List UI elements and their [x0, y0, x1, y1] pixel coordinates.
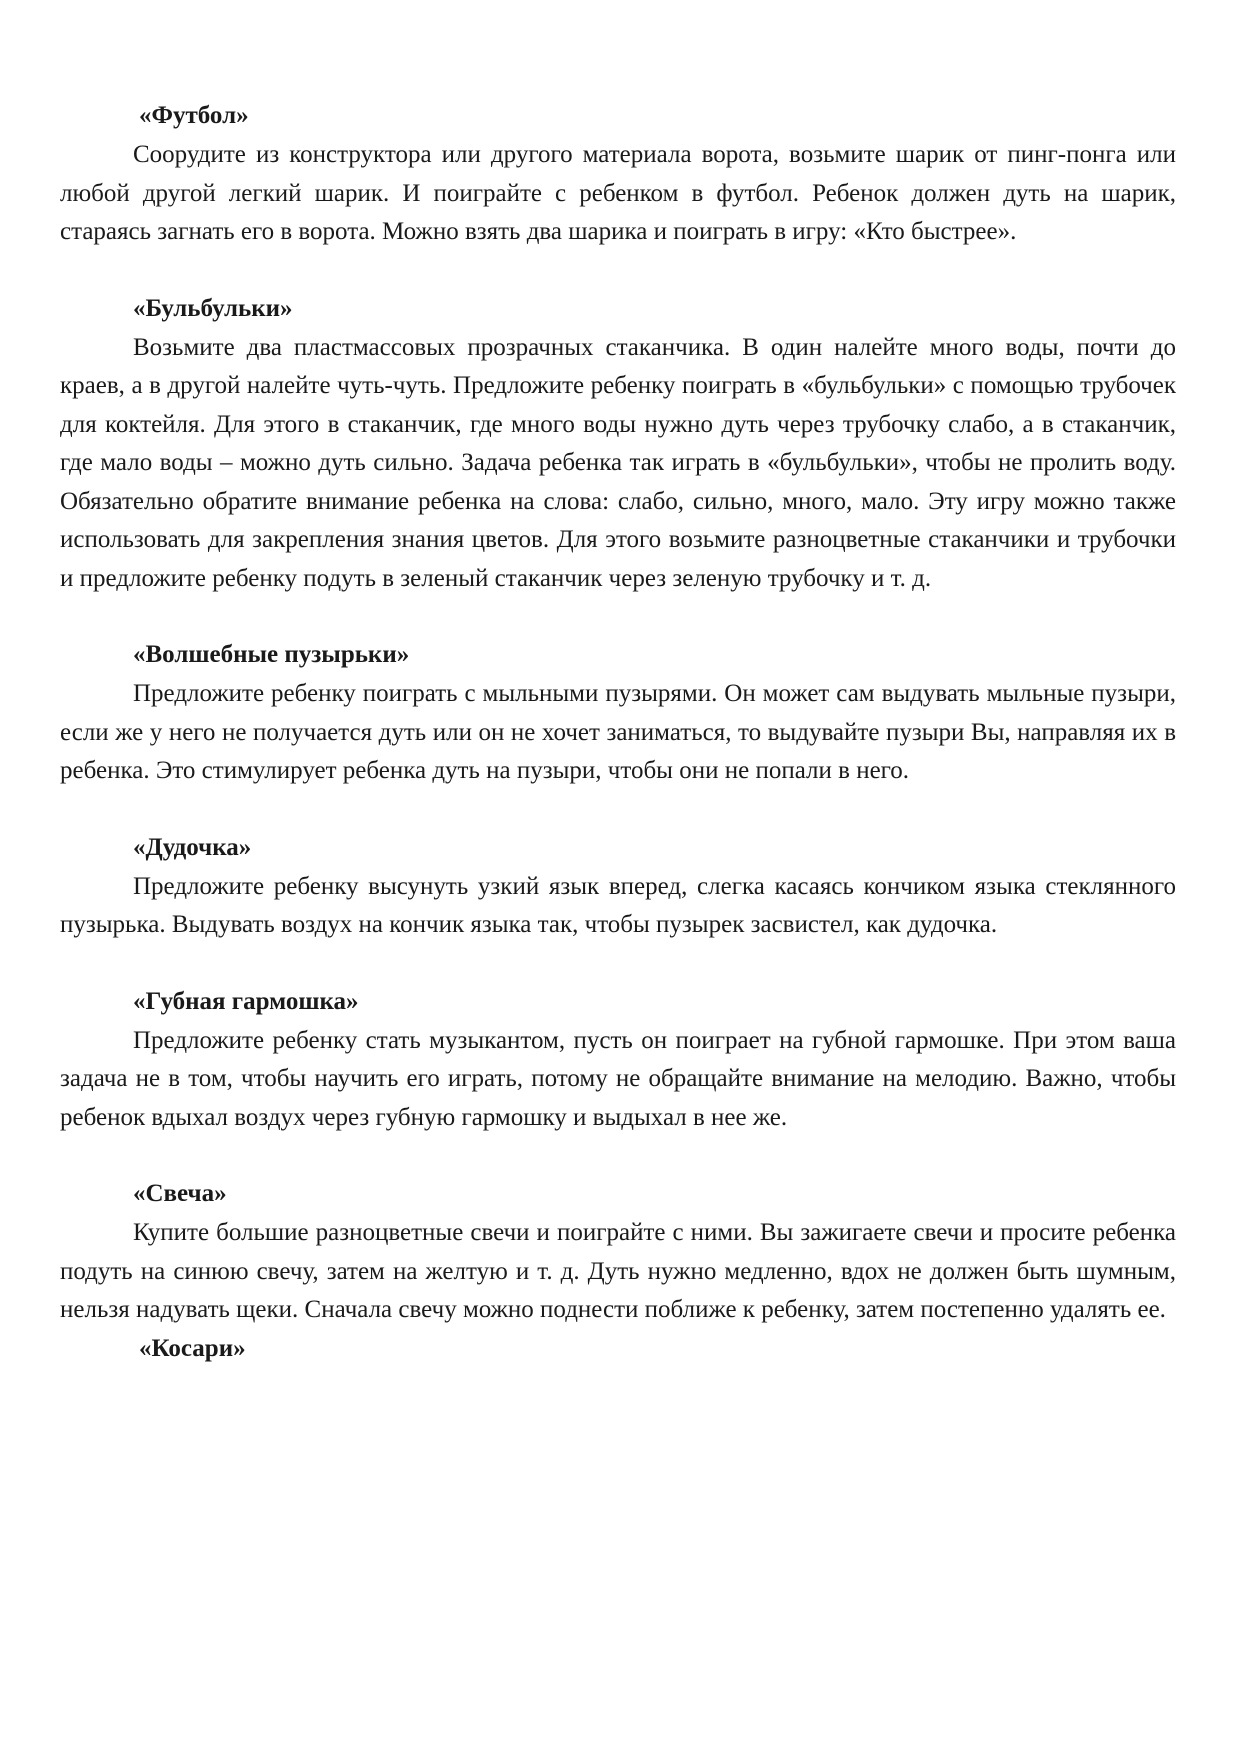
section-title: «Дудочка»	[133, 833, 252, 861]
section-title: «Косари»	[139, 1334, 246, 1362]
section-text: Предложите ребенку стать музыкантом, пусть он поиграет на губной гармошке. При этом ваша задача не в том, чтобы научить его играть, потому не обращайте внимание на мелодию. Важно, чтобы ребенок вдыхал воздух через губную гармошку и выдыхал в нее же.	[60, 1026, 1176, 1131]
section-text: Купите большие разноцветные свечи и поиграйте с ними. Вы зажигаете свечи и просите ребенка подуть на синюю свечу, затем на желтую и т. д. Дуть нужно медленно, вдох не должен быть шумным, нельзя надувать щеки. Сначала свечу можно поднести поближе к ребенку, затем постепенно удалять ее.	[60, 1219, 1176, 1323]
document-page	[60, 97, 1176, 1369]
section-text: Возьмите два пластмассовых прозрачных стаканчика. В один налейте много воды, почти до краев, а в другой налейте чуть-чуть. Предложите ребенку поиграть в «бульбульки» с помощью трубочек для коктейля. Для этого в стаканчик, где много воды нужно дуть через трубочку слабо, а в стаканчик, где мало воды – можно дуть сильно. Задача ребенка так играть в «бульбульки», чтобы не пролить воду. Обязательно обратите внимание ребенка на слова: слабо, сильно, много, мало. Эту игру можно также использовать для закрепления знания цветов. Для этого возьмите разноцветные стаканчики и трубочки и предложите ребенку подуть в зеленый стаканчик через зеленую трубочку и т. д.	[60, 333, 1176, 592]
section-text: Предложите ребенку высунуть узкий язык вперед, слегка касаясь кончиком языка стеклянного пузырька. Выдувать воздух на кончик языка так, чтобы пузырек засвистел, как дудочка.	[60, 872, 1176, 938]
section-gap	[60, 598, 1176, 636]
section-gap	[60, 945, 1176, 983]
section-dudochka	[60, 829, 1176, 945]
section-title: «Губная гармошка»	[133, 987, 359, 1015]
section-text: Предложите ребенку поиграть с мыльными пузырями. Он может сам выдувать мыльные пузыри, если же у него не получается дуть или он не хочет заниматься, то выдувайте пузыри Вы, направляя их в ребенка. Это стимулирует ребенка дуть на пузыри, чтобы они не попали в него.	[60, 680, 1176, 784]
section-svecha	[60, 1175, 1176, 1330]
section-gubnaya-garmoshka	[60, 983, 1176, 1138]
section-volshebnye-puzyrki	[60, 636, 1176, 791]
section-kosari	[60, 1330, 1176, 1367]
section-gap	[60, 252, 1176, 290]
section-title: «Футбол»	[139, 102, 249, 129]
section-text: Соорудите из конструктора или другого материала ворота, возьмите шарик от пинг-понга или любой другой легкий шарик. И поиграйте с ребенком в футбол. Ребенок должен дуть на шарик, стараясь загнать его в ворота. Можно взять два шарика и поиграть в игру: «Кто быстрее».	[60, 141, 1176, 245]
section-bulbulki	[60, 290, 1176, 599]
section-title: «Бульбульки»	[133, 294, 293, 322]
section-title: «Волшебные пузырьки»	[133, 641, 410, 668]
section-gap	[60, 791, 1176, 829]
section-futbol	[60, 97, 1176, 252]
section-gap	[60, 1137, 1176, 1175]
section-title: «Свеча»	[133, 1180, 227, 1207]
